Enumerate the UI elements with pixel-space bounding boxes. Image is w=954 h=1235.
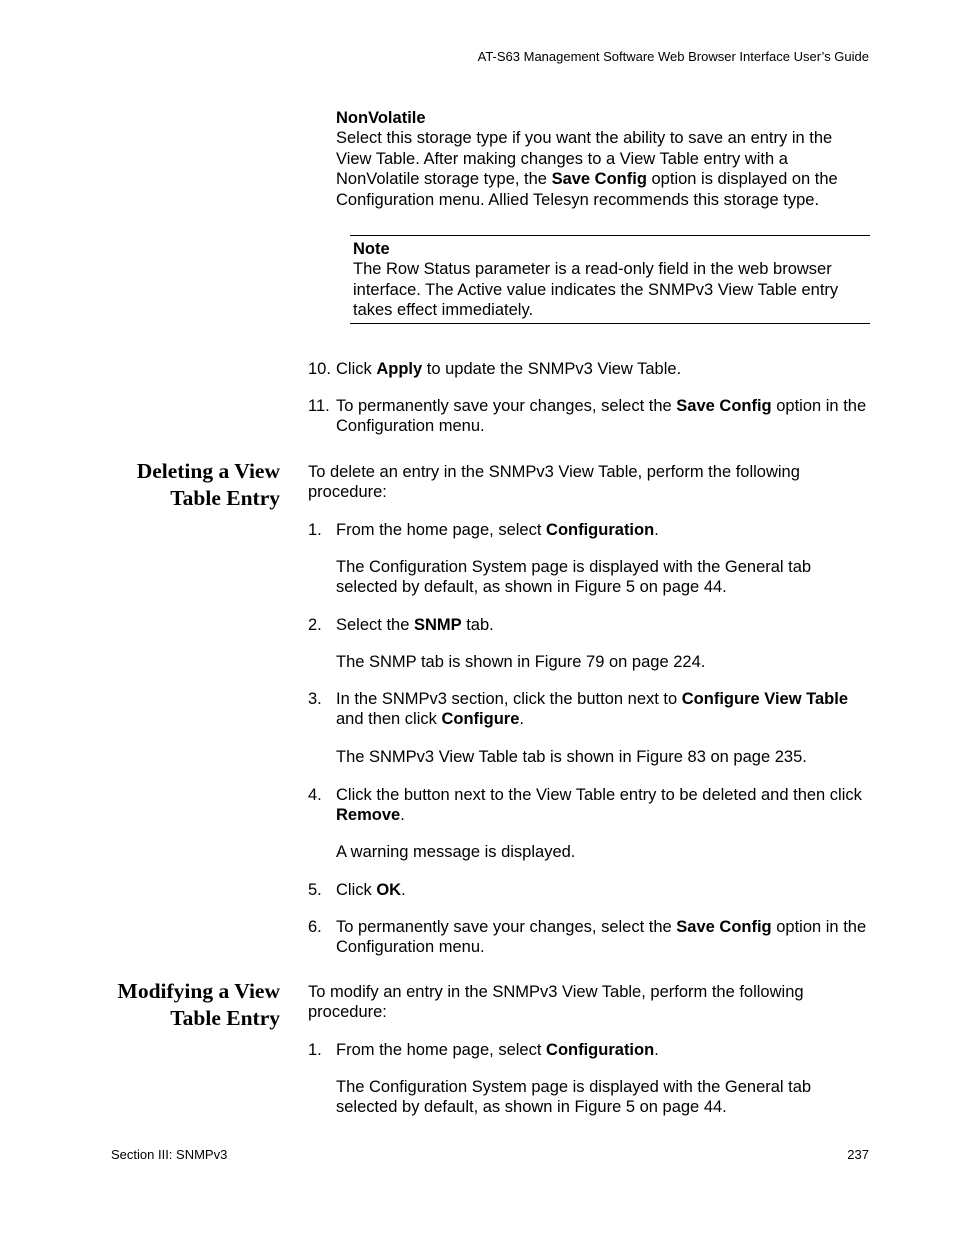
step-text-post: . — [654, 521, 659, 539]
step-bold: SNMP — [413, 616, 462, 634]
step-text — [336, 689, 870, 730]
note-title: Note — [353, 240, 390, 258]
page-number: 237 — [847, 1147, 869, 1162]
section-intro: To delete an entry in the SNMPv3 View Table, perform the following procedure: — [308, 463, 800, 502]
step-result: The SNMP tab is shown in Figure 79 on page 224. — [336, 653, 706, 671]
step-number: 10. — [308, 360, 331, 378]
step-result: A warning message is displayed. — [336, 843, 576, 861]
step-number: 3. — [308, 690, 322, 708]
step-bold: Remove — [336, 806, 401, 825]
step-bold: Save Config — [676, 918, 772, 936]
section-heading-line: Table Entry — [170, 1006, 280, 1030]
step-result: The SNMPv3 View Table tab is shown in Figure 83 on page 235. — [336, 748, 807, 766]
step-text — [336, 520, 870, 540]
step-text — [336, 1040, 870, 1060]
step-number: 6. — [308, 918, 322, 936]
nonvolatile-definition — [336, 108, 870, 210]
section-heading-modify — [80, 978, 280, 1032]
step-text-pre: To permanently save your changes, select the — [336, 397, 677, 415]
step-text-post: . — [519, 710, 524, 729]
step-number: 2. — [308, 616, 322, 634]
step-text-post: to update the SNMPv3 View Table. — [422, 360, 682, 378]
step-text-pre: To permanently save your changes, select the — [336, 918, 677, 936]
step-bold: Configure — [441, 710, 520, 729]
step-number: 4. — [308, 786, 322, 804]
step-text-post: . — [401, 881, 406, 899]
note-text: The Row Status parameter is a read-only field in the web browser interface. The Active value indicates the SNMPv3 View Table entry takes effect immediately. — [353, 260, 839, 320]
footer-section: Section III: SNMPv3 — [111, 1147, 228, 1162]
section-heading-delete — [80, 458, 280, 512]
step-number: 1. — [308, 1041, 322, 1059]
step-text-post: option in the Configuration menu. — [336, 397, 867, 436]
nonvolatile-term: NonVolatile — [336, 109, 426, 127]
step-text-pre: Click the button next to the View Table entry to be deleted and then click — [336, 786, 862, 804]
step-text-mid: and then click — [336, 710, 442, 729]
step-text — [336, 615, 870, 635]
step-text-post: . — [654, 1041, 659, 1059]
step-text-pre: In the SNMPv3 section, click the button next to — [336, 690, 682, 708]
running-header: AT-S63 Management Software Web Browser Interface User’s Guide — [477, 49, 869, 64]
step-text-pre: Select the — [336, 616, 414, 634]
step-number: 11. — [308, 397, 330, 415]
section-intro: To modify an entry in the SNMPv3 View Table, perform the following procedure: — [308, 983, 804, 1022]
step-number: 1. — [308, 521, 322, 539]
step-text-post: option in the Configuration menu. — [336, 918, 867, 957]
step-text — [336, 917, 870, 958]
step-text-pre: From the home page, select — [336, 521, 547, 539]
step-text-pre: Click — [336, 360, 377, 378]
nonvolatile-text: Select this storage type if you want the ability to save an entry in the View Table. After making changes to a View Table entry with a NonVolatile storage type, the — [336, 129, 833, 189]
step-bold: Configure View Table — [681, 690, 849, 708]
step-text — [336, 396, 870, 437]
nonvolatile-text-end: option is displayed on the Configuration menu. Allied Telesyn recommends this storage type. — [336, 170, 838, 209]
step-number: 5. — [308, 881, 322, 899]
step-bold: Save Config — [676, 397, 772, 415]
step-bold: OK — [376, 881, 402, 899]
step-text-post: tab. — [461, 616, 494, 634]
step-bold: Apply — [376, 360, 423, 378]
step-text-pre: Click — [336, 881, 377, 899]
step-text — [336, 880, 870, 900]
step-result: The Configuration System page is displayed with the General tab selected by default, as shown in Figure 5 on page 44. — [336, 1078, 812, 1117]
nonvolatile-bold: Save Config — [551, 170, 647, 189]
nonvolatile-description — [336, 128, 870, 210]
step-bold: Configuration — [546, 1041, 655, 1059]
note-box — [350, 235, 870, 324]
section-heading-line: Deleting a View — [136, 459, 280, 483]
step-text — [336, 359, 870, 379]
step-result: The Configuration System page is displayed with the General tab selected by default, as shown in Figure 5 on page 44. — [336, 558, 812, 597]
section-heading-line: Table Entry — [170, 486, 280, 510]
step-text-pre: From the home page, select — [336, 1041, 547, 1059]
step-text — [336, 785, 870, 826]
step-bold: Configuration — [546, 521, 655, 539]
section-heading-line: Modifying a View — [117, 979, 280, 1003]
step-text-post: . — [400, 806, 405, 825]
